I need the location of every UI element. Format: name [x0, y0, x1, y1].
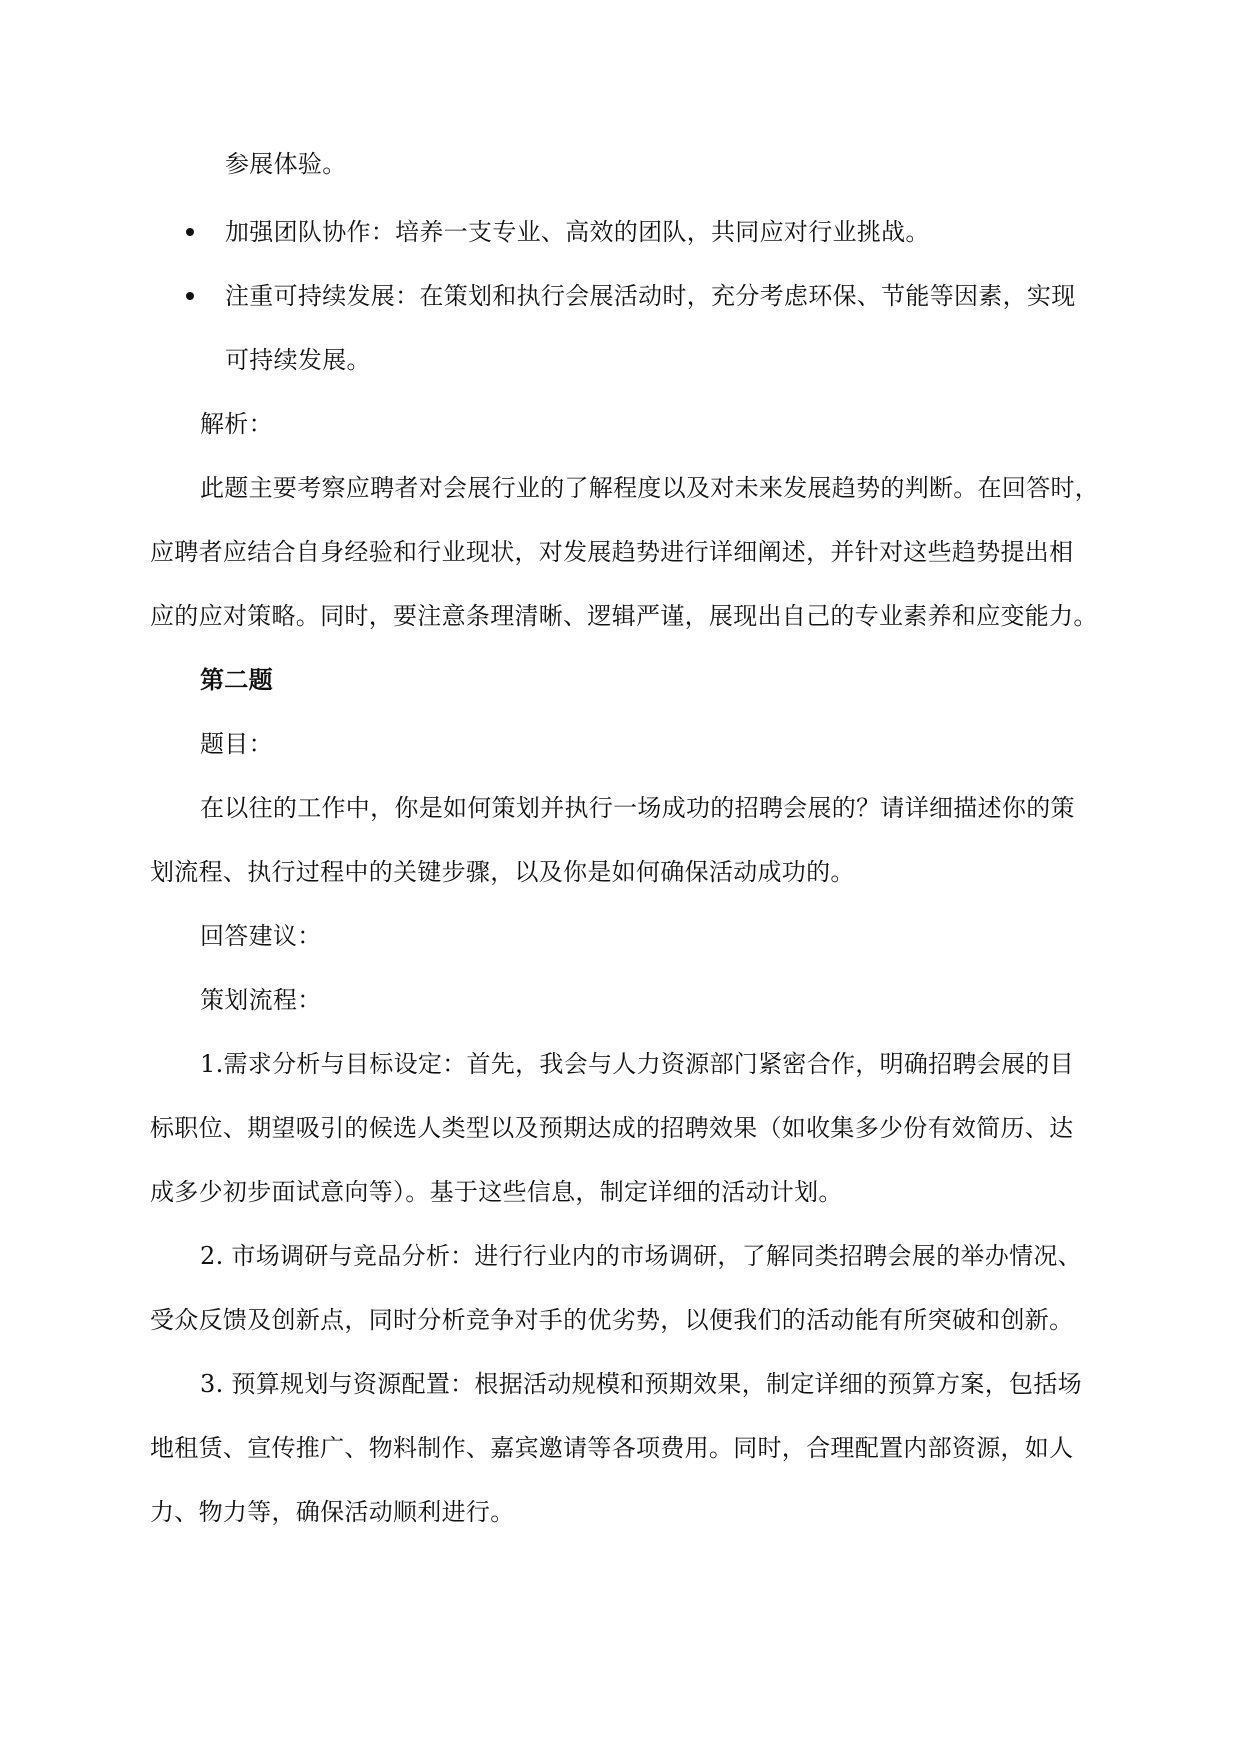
step-3-line: 地租赁、宣传推广、物料制作、嘉宾邀请等各项费用。同时，合理配置内部资源，如人	[150, 1434, 1074, 1462]
bullet-item-sustainability-cont: 可持续发展。	[225, 346, 371, 374]
step-3-line: 3. 预算规划与资源配置：根据活动规模和预期效果，制定详细的预算方案，包括场	[200, 1370, 1082, 1398]
step-2-line: 受众反馈及创新点，同时分析竞争对手的优劣势，以便我们的活动能有所突破和创新。	[150, 1306, 1074, 1334]
advice-label: 回答建议：	[200, 922, 322, 950]
question-paragraph-line: 在以往的工作中，你是如何策划并执行一场成功的招聘会展的？请详细描述你的策	[200, 794, 1075, 822]
plan-label: 策划流程：	[200, 986, 322, 1014]
step-1-line: 标职位、期望吸引的候选人类型以及预期达成的招聘效果（如收集多少份有效简历、达	[150, 1114, 1074, 1142]
section-title: 第二题	[200, 665, 273, 694]
bullet-dot-icon	[186, 228, 194, 236]
step-1-line: 成多少初步面试意向等）。基于这些信息，制定详细的活动计划。	[150, 1178, 843, 1206]
analysis-label: 解析：	[200, 410, 273, 438]
question-label: 题目：	[200, 730, 273, 758]
analysis-paragraph-line: 应的应对策略。同时，要注意条理清晰、逻辑严谨，展现出自己的专业素养和应变能力。	[150, 602, 1098, 630]
bullet-item-sustainability: 注重可持续发展：在策划和执行会展活动时，充分考虑环保、节能等因素，实现	[225, 282, 1076, 310]
bullet-dot-icon	[186, 292, 194, 300]
analysis-paragraph-line: 此题主要考察应聘者对会展行业的了解程度以及对未来发展趋势的判断。在回答时，	[200, 474, 1100, 502]
question-paragraph-line: 划流程、执行过程中的关键步骤，以及你是如何确保活动成功的。	[150, 858, 855, 886]
step-3-line: 力、物力等，确保活动顺利进行。	[150, 1498, 515, 1526]
continuation-text: 参展体验。	[225, 150, 347, 178]
analysis-paragraph-line: 应聘者应结合自身经验和行业现状，对发展趋势进行详细阐述，并针对这些趋势提出相	[150, 538, 1074, 566]
step-2-line: 2. 市场调研与竞品分析：进行行业内的市场调研，了解同类招聘会展的举办情况、	[200, 1242, 1082, 1270]
bullet-item-teamwork: 加强团队协作：培养一支专业、高效的团队，共同应对行业挑战。	[225, 218, 930, 246]
step-1-line: 1.需求分析与目标设定：首先，我会与人力资源部门紧密合作，明确招聘会展的目	[200, 1050, 1074, 1078]
